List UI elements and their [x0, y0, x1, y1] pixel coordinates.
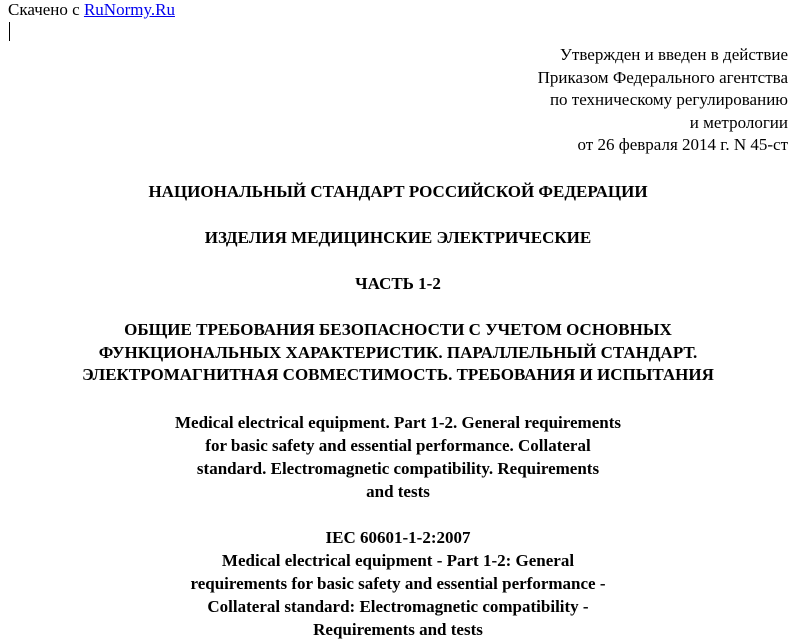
russian-title-line: ОБЩИЕ ТРЕБОВАНИЯ БЕЗОПАСНОСТИ С УЧЕТОМ ОСНОВНЫХ: [124, 320, 672, 339]
approval-line: Утвержден и введен в действие: [559, 45, 788, 64]
approval-line: по техническому регулированию: [549, 90, 788, 109]
iec-reference-line: Requirements and tests: [313, 620, 483, 639]
approval-line: и метрологии: [689, 112, 788, 132]
approval-line: от 26 февраля 2014 г. N 45-ст: [577, 135, 788, 154]
russian-title: [0, 319, 790, 387]
english-title-line: standard. Electromagnetic compatibility. Requirements: [196, 459, 600, 478]
approval-line: Приказом Федерального агентства: [537, 67, 788, 87]
source-link[interactable]: RuNormy.Ru: [83, 0, 175, 19]
approval-block: [538, 44, 788, 157]
source-line: [8, 0, 175, 20]
english-title-line: for basic safety and essential performance. Collateral: [205, 436, 591, 455]
iec-reference-line: IEC 60601-1-2:2007: [325, 528, 471, 547]
standard-title: [0, 181, 790, 203]
iec-reference-line: Medical electrical equipment - Part 1-2: General: [221, 551, 575, 570]
iec-reference-line: Collateral standard: Electromagnetic compatibility -: [207, 597, 589, 616]
english-title: [0, 411, 790, 503]
subject-title: [0, 227, 790, 249]
russian-title-line: ФУНКЦИОНАЛЬНЫХ ХАРАКТЕРИСТИК. ПАРАЛЛЕЛЬНЫЙ СТАНДАРТ.: [98, 342, 698, 362]
subject-title-text: ИЗДЕЛИЯ МЕДИЦИНСКИЕ ЭЛЕКТРИЧЕСКИЕ: [204, 228, 592, 247]
english-title-line: and tests: [366, 482, 430, 501]
russian-title-line: ЭЛЕКТРОМАГНИТНАЯ СОВМЕСТИМОСТЬ. ТРЕБОВАНИЯ И ИСПЫТАНИЯ: [82, 365, 714, 384]
iec-reference-line: requirements for basic safety and essential performance -: [190, 574, 606, 593]
text-cursor: [9, 22, 10, 41]
part-title-text: ЧАСТЬ 1-2: [355, 274, 441, 293]
standard-title-text: НАЦИОНАЛЬНЫЙ СТАНДАРТ РОССИЙСКОЙ ФЕДЕРАЦИИ: [148, 182, 648, 201]
english-title-line: Medical electrical equipment. Part 1-2. General requirements: [175, 413, 621, 432]
source-prefix: Скачено с: [8, 0, 84, 19]
part-title: [0, 273, 790, 295]
iec-reference: [0, 526, 790, 641]
